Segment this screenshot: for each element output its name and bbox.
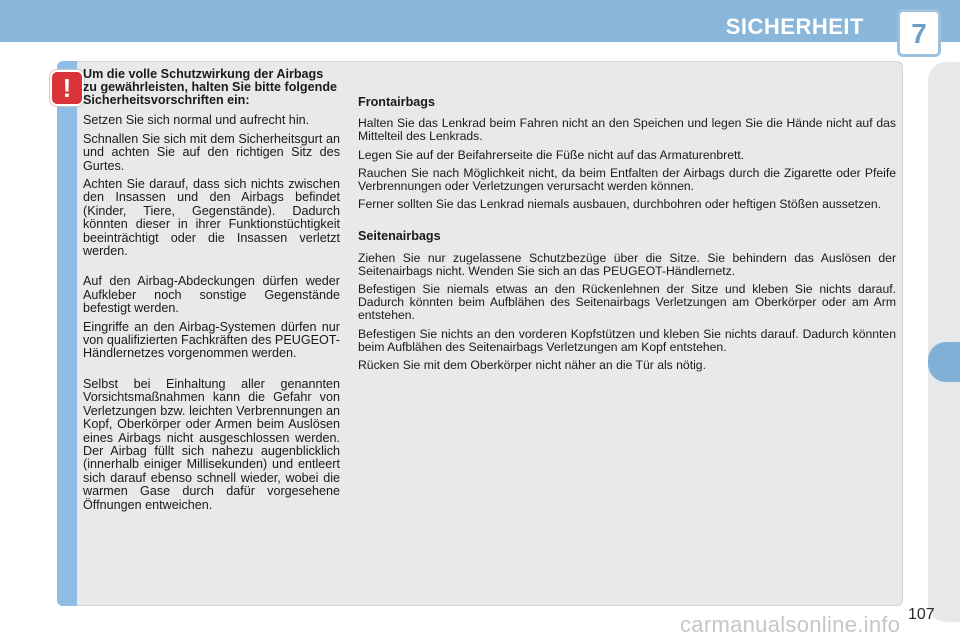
safety-rules-heading: Um die volle Schutzwirkung der Airbags zu gewährleisten, halten Sie bitte folgende Sicherheitsvorschriften ein: [83, 67, 338, 107]
right-column [358, 96, 896, 377]
paragraph: Befestigen Sie nichts an den vorderen Kopfstützen und kleben Sie nichts darauf. Dadurch könnten beim Aufblähen des Seitenairbags Verletzungen am Kopf entstehen. [358, 326, 896, 354]
paragraph: Legen Sie auf der Beifahrerseite die Füße nicht auf das Armaturenbrett. [358, 147, 745, 162]
paragraph: Achten Sie darauf, dass sich nichts zwischen den Insassen und den Airbags befindet (Kinder, Tiere, Gegenstände). Dadurch könnten dieser in ihrer Funktionstüchtigkeit beeinträchtigt oder die Insassen verletzt werden. [83, 177, 340, 259]
left-column [83, 68, 340, 517]
paragraph: Befestigen Sie niemals etwas an den Rückenlehnen der Sitze und kleben Sie nichts darauf. Dadurch könnten beim Aufblähen des Seitenairbags Verletzungen am Oberkörper oder am Arm entstehen. [358, 282, 896, 323]
chapter-number: 7 [911, 18, 927, 49]
paragraph: Setzen Sie sich normal und aufrecht hin. [83, 113, 310, 128]
paragraph: Auf den Airbag-Abdeckungen dürfen weder Aufkleber noch sonstige Gegenstände befestigt werden. [83, 274, 340, 316]
paragraph: Selbst bei Einhaltung aller genannten Vorsichtsmaßnahmen kann die Gefahr von Verletzungen bzw. leichten Verbrennungen an Kopf, Oberkörper oder Armen beim Auslösen eines Airbags nicht ausgeschlossen werden. Der Airbag füllt sich nahezu augenblicklich (innerhalb einiger Millisekunden) und entleert sich darauf ebenso schnell wieder, wobei die warmen Gase durch dafür vorgesehene Öffnungen entweichen. [83, 376, 340, 512]
paragraph: Schnallen Sie sich mit dem Sicherheitsgurt an und achten Sie auf den richtigen Sitz des Gurtes. [83, 131, 340, 173]
paragraph: Rücken Sie mit dem Oberkörper nicht näher an die Tür als nötig. [358, 358, 706, 373]
side-tab-active [928, 342, 960, 382]
paragraph: Ferner sollten Sie das Lenkrad niemals ausbauen, durchbohren oder heftigen Stößen aussetzen. [358, 197, 882, 212]
section-heading-frontairbags: Frontairbags [358, 95, 435, 109]
warning-icon: ! [50, 70, 84, 106]
watermark: carmanualsonline.info [680, 612, 901, 637]
page-title: SICHERHEIT [725, 14, 864, 39]
section-heading-seitenairbags: Seitenairbags [358, 229, 441, 244]
panel-accent-stripe [57, 61, 77, 606]
paragraph: Rauchen Sie nach Möglichkeit nicht, da beim Entfalten der Airbags durch die Zigarette oder Pfeife Verbrennungen oder Verletzungen verursacht werden können. [358, 165, 896, 194]
page-number: 107 [908, 606, 935, 623]
paragraph: Ziehen Sie nur zugelassene Schutzbezüge über die Sitze. Sie behindern das Auslösen der Seitenairbags nicht. Wenden Sie sich an das PEUGEOT-Händlernetz. [358, 250, 896, 278]
paragraph: Halten Sie das Lenkrad beim Fahren nicht an den Speichen und legen Sie die Hände nicht auf das Mittelteil des Lenkrads. [358, 116, 896, 144]
paragraph: Eingriffe an den Airbag-Systemen dürfen nur von qualifizierten Fachkräften des PEUGEOT-Händlernetzes vorgenommen werden. [83, 319, 340, 361]
